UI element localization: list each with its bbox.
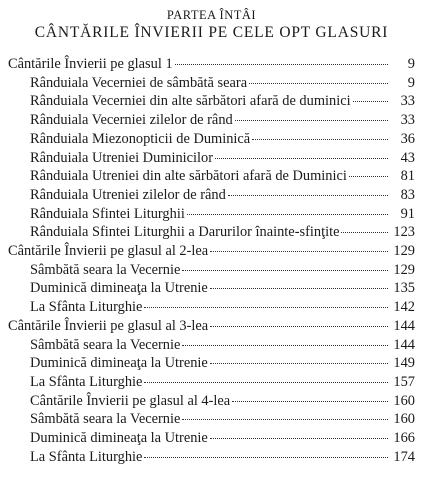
- dot-leader: [215, 158, 388, 159]
- toc-entry-title: Cântările Învierii pe glasul 1: [8, 56, 173, 72]
- toc-entry-title: La Sfânta Liturghie: [30, 373, 143, 390]
- toc-entry-page-number: 174: [393, 448, 415, 465]
- dot-leader: [210, 363, 388, 364]
- dot-leader: [349, 176, 388, 177]
- dot-leader: [144, 457, 388, 458]
- dot-leader: [210, 288, 388, 289]
- toc-entry-title: Rânduiala Vecerniei de sâmbătă seara: [30, 74, 248, 91]
- toc-section-entry[interactable]: [8, 242, 415, 261]
- toc-entry[interactable]: [8, 92, 415, 111]
- toc-entry-title: Sâmbătă seara la Vecernie: [30, 336, 181, 353]
- dot-leader: [210, 251, 388, 252]
- toc-entry-title: La Sfânta Liturghie: [30, 299, 143, 316]
- toc-entry-page-number: 160: [393, 411, 415, 428]
- toc-entry-title: Rânduiala Vecerniei din alte sărbători afară de duminici: [30, 93, 351, 110]
- toc-entry[interactable]: [8, 279, 415, 298]
- toc-entry-page-number: 83: [400, 186, 415, 203]
- toc-entry[interactable]: [8, 410, 415, 429]
- dot-leader: [182, 270, 388, 271]
- toc-entry[interactable]: [8, 448, 415, 467]
- dot-leader: [182, 419, 388, 420]
- toc-entry[interactable]: [8, 429, 415, 448]
- toc-entry-page-number: 123: [393, 224, 415, 241]
- toc-entry[interactable]: [8, 354, 415, 373]
- toc-entry-page-number: 135: [393, 280, 415, 297]
- toc-entry-title: Duminică dimineaţa la Utrenie: [30, 280, 208, 297]
- toc-entry-title: Sâmbătă seara la Vecernie: [30, 411, 181, 428]
- toc-entry-title: Cântările Învierii pe glasul al 3-lea: [8, 317, 209, 334]
- dot-leader: [210, 438, 388, 439]
- toc-entry-title: Rânduiala Sfintei Liturghii: [30, 205, 185, 222]
- toc-entry-page-number: 81: [400, 168, 415, 185]
- toc-entry-page-number: 149: [393, 355, 415, 372]
- dot-leader: [235, 120, 388, 121]
- section-heading: CÂNTĂRILE ÎNVIERII PE CELE OPT GLASURI: [34, 24, 389, 41]
- toc-entry-page-number: 43: [400, 149, 415, 166]
- dot-leader: [353, 101, 388, 102]
- toc-entry-page-number: 9: [407, 74, 415, 91]
- toc-entry-title: Rânduiala Utreniei din alte sărbători afară de Duminici: [30, 168, 347, 185]
- toc-entry[interactable]: [8, 336, 415, 355]
- toc-section-entry[interactable]: [8, 317, 415, 336]
- toc-entry-title: Cântările Învierii pe glasul al 2-lea: [8, 243, 209, 260]
- toc-entry-title: Cântările Învierii pe glasul al 4-lea: [30, 392, 231, 409]
- toc-entry[interactable]: [8, 167, 415, 186]
- dot-leader: [144, 307, 388, 308]
- toc-entry[interactable]: [8, 223, 415, 242]
- toc-entry[interactable]: [8, 111, 415, 130]
- toc-entry-title: Duminică dimineaţa la Utrenie: [30, 430, 208, 447]
- toc-entry-title: Rânduiala Utreniei Duminicilor: [30, 149, 214, 166]
- table-of-contents: [8, 55, 415, 466]
- toc-entry[interactable]: [8, 149, 415, 168]
- toc-entry-page-number: 157: [393, 373, 415, 390]
- dot-leader: [210, 326, 388, 327]
- toc-entry-page-number: 129: [393, 261, 415, 278]
- toc-entry-page-number: 142: [393, 299, 415, 316]
- toc-entry-page-number: 9: [407, 56, 415, 72]
- toc-entry-title: Duminică dimineaţa la Utrenie: [30, 355, 208, 372]
- toc-entry-title: Sâmbătă seara la Vecernie: [30, 261, 181, 278]
- toc-entry[interactable]: [8, 74, 415, 93]
- toc-entry-page-number: 36: [400, 130, 415, 147]
- part-label: PARTEA ÎNTÂI: [166, 8, 257, 22]
- dot-leader: [252, 139, 388, 140]
- toc-entry[interactable]: [8, 205, 415, 224]
- toc-entry-title: Rânduiala Vecerniei zilelor de rând: [30, 112, 233, 129]
- dot-leader: [232, 401, 388, 402]
- toc-entry-title: Rânduiala Utreniei zilelor de rând: [30, 186, 226, 203]
- toc-entry-page-number: 91: [400, 205, 415, 222]
- dot-leader: [228, 195, 388, 196]
- dot-leader: [144, 382, 388, 383]
- dot-leader: [341, 232, 388, 233]
- toc-entry-page-number: 33: [400, 112, 415, 129]
- dot-leader: [249, 83, 388, 84]
- toc-entry[interactable]: [8, 392, 415, 411]
- toc-entry[interactable]: [8, 373, 415, 392]
- toc-entry-page-number: 160: [393, 392, 415, 409]
- toc-entry[interactable]: [8, 186, 415, 205]
- toc-entry-page-number: 33: [400, 93, 415, 110]
- toc-entry-page-number: 144: [393, 317, 415, 334]
- toc-entry[interactable]: [8, 261, 415, 280]
- dot-leader: [175, 64, 388, 65]
- toc-entry-page-number: 166: [393, 430, 415, 447]
- toc-entry[interactable]: [8, 130, 415, 149]
- toc-entry-title: Rânduiala Sfintei Liturghii a Darurilor înainte-sfinţite: [30, 224, 340, 241]
- toc-entry-page-number: 144: [393, 336, 415, 353]
- dot-leader: [182, 345, 388, 346]
- toc-entry-title: La Sfânta Liturghie: [30, 448, 143, 465]
- toc-entry-title: Rânduiala Miezonopticii de Duminică: [30, 130, 251, 147]
- toc-entry-page-number: 129: [393, 243, 415, 260]
- toc-entry[interactable]: [8, 298, 415, 317]
- dot-leader: [187, 214, 388, 215]
- toc-section-entry[interactable]: [8, 55, 415, 74]
